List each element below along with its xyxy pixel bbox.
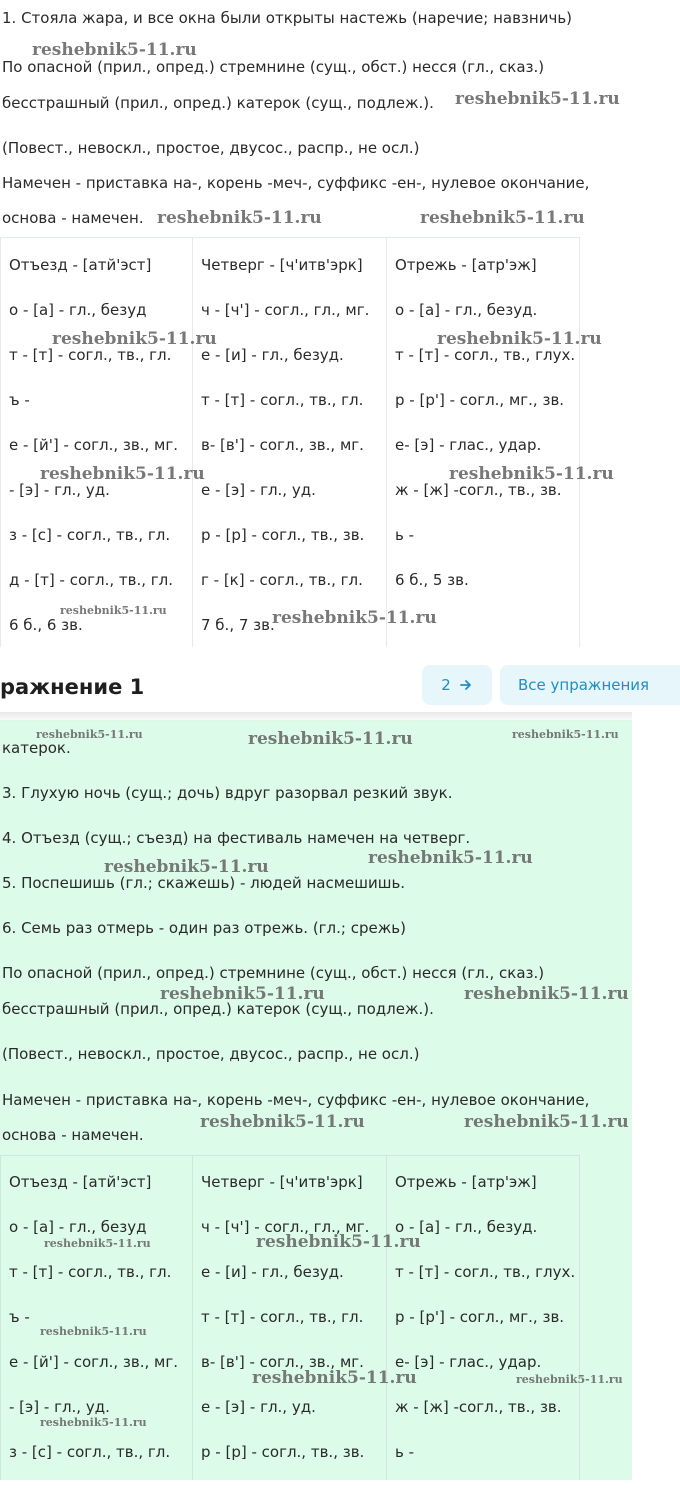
- table-cell: т - [т] - согл., тв., гл.: [201, 391, 364, 409]
- text-line: Намечен - приставка на-, корень -меч-, суффикс -ен-, нулевое окончание,: [2, 174, 590, 192]
- text-line: основа - намечен.: [2, 209, 144, 227]
- watermark: reshebnik5-11.ru: [464, 984, 629, 1004]
- arrow-right-icon: [459, 678, 473, 692]
- next-exercise-button[interactable]: [422, 665, 492, 705]
- watermark: reshebnik5-11.ru: [256, 1232, 421, 1252]
- watermark: reshebnik5-11.ru: [512, 728, 619, 741]
- table-cell: в- [в'] - согл., зв., мг.: [201, 1353, 364, 1371]
- table-cell: ь -: [395, 526, 415, 544]
- watermark: reshebnik5-11.ru: [104, 857, 269, 877]
- table-column-chetverg: [193, 1156, 387, 1480]
- table-cell: 6 б., 5 зв.: [395, 571, 469, 589]
- table-cell: е - [й'] - согл., зв., мг.: [9, 436, 178, 454]
- table-cell: ъ -: [9, 1308, 30, 1326]
- watermark: reshebnik5-11.ru: [52, 329, 217, 349]
- table-cell: - [э] - гл., уд.: [9, 481, 110, 499]
- table-cell: р - [р] - согл., тв., зв.: [201, 1443, 365, 1461]
- watermark: reshebnik5-11.ru: [40, 1325, 147, 1338]
- text-line: (Повест., невоскл., простое, двусос., распр., не осл.): [2, 1045, 420, 1063]
- table-cell: е- [э] - глас., удар.: [395, 436, 542, 454]
- table-cell: з - [с] - согл., тв., гл.: [9, 526, 171, 544]
- watermark: reshebnik5-11.ru: [464, 1112, 629, 1132]
- table-header-cell: Отъезд - [атй'эст]: [9, 1173, 152, 1191]
- table-cell: в- [в'] - согл., зв., мг.: [201, 436, 364, 454]
- text-line: бесстрашный (прил., опред.) катерок (сущ., подлеж.).: [2, 1000, 434, 1018]
- text-line: По опасной (прил., опред.) стремнине (сущ., обст.) несся (гл., сказ.): [2, 58, 545, 76]
- phonetic-table: [0, 237, 580, 647]
- text-line: По опасной (прил., опред.) стремнине (сущ., обст.) несся (гл., сказ.): [2, 964, 545, 982]
- watermark: reshebnik5-11.ru: [36, 728, 143, 741]
- table-cell: о - [а] - гл., безуд.: [395, 301, 538, 319]
- watermark: reshebnik5-11.ru: [32, 40, 197, 60]
- phonetic-table-repeat: [0, 1155, 580, 1480]
- watermark: reshebnik5-11.ru: [449, 464, 614, 484]
- table-cell: р - [р'] - согл., мг., зв.: [395, 1308, 565, 1326]
- text-line: основа - намечен.: [2, 1126, 144, 1144]
- exercise-title: ражнение 1: [0, 675, 145, 699]
- text-line: 5. Поспешишь (гл.; скажешь) - людей насмешишь.: [2, 874, 406, 892]
- table-cell: 6 б., 6 зв.: [9, 616, 83, 634]
- watermark: reshebnik5-11.ru: [516, 1373, 623, 1386]
- table-cell: ъ -: [9, 391, 30, 409]
- table-column-chetverg: [193, 238, 387, 647]
- watermark: reshebnik5-11.ru: [248, 729, 413, 749]
- table-cell: т - [т] - согл., тв., глух.: [395, 346, 576, 364]
- table-cell: ь -: [395, 1443, 415, 1461]
- text-line: бесстрашный (прил., опред.) катерок (сущ., подлеж.).: [2, 94, 434, 112]
- table-cell: т - [т] - согл., тв., гл.: [9, 346, 172, 364]
- text-line: 6. Семь раз отмерь - один раз отрежь. (гл.; срежь): [2, 919, 406, 937]
- watermark: reshebnik5-11.ru: [40, 1416, 147, 1429]
- table-header-cell: Четверг - [ч'итв'эрк]: [201, 1173, 363, 1191]
- watermark: reshebnik5-11.ru: [200, 1112, 365, 1132]
- header-shadow: [0, 712, 632, 722]
- table-cell: ж - [ж] -согл., тв., зв.: [395, 1398, 562, 1416]
- table-cell: е - [и] - гл., безуд.: [201, 1263, 344, 1281]
- table-column-otezd: [0, 238, 193, 647]
- table-header-cell: Отрежь - [атр'эж]: [395, 256, 537, 274]
- text-line: Намечен - приставка на-, корень -меч-, суффикс -ен-, нулевое окончание,: [2, 1091, 590, 1109]
- table-cell: е - [э] - гл., уд.: [201, 1398, 316, 1416]
- text-line: 1. Стояла жара, и все окна были открыты настежь (наречие; навзничь): [2, 9, 573, 27]
- watermark: reshebnik5-11.ru: [40, 464, 205, 484]
- table-cell: 7 б., 7 зв.: [201, 616, 275, 634]
- watermark: reshebnik5-11.ru: [157, 208, 322, 228]
- table-column-otrezh: [387, 238, 580, 647]
- watermark: reshebnik5-11.ru: [44, 1237, 151, 1250]
- table-cell: р - [р'] - согл., мг., зв.: [395, 391, 565, 409]
- watermark: reshebnik5-11.ru: [252, 1368, 417, 1388]
- next-exercise-label: 2: [441, 676, 451, 694]
- table-cell: з - [с] - согл., тв., гл.: [9, 1443, 171, 1461]
- table-header-cell: Отъезд - [атй'эст]: [9, 256, 152, 274]
- text-line: катерок.: [2, 739, 71, 757]
- table-cell: р - [р] - согл., тв., зв.: [201, 526, 365, 544]
- table-cell: т - [т] - согл., тв., глух.: [395, 1263, 576, 1281]
- table-cell: е - [э] - гл., уд.: [201, 481, 316, 499]
- watermark: reshebnik5-11.ru: [60, 604, 167, 617]
- text-line: 4. Отъезд (сущ.; съезд) на фестиваль намечен на четверг.: [2, 829, 471, 847]
- table-cell: ч - [ч'] - согл., гл., мг.: [201, 1218, 370, 1236]
- table-cell: ч - [ч'] - согл., гл., мг.: [201, 301, 370, 319]
- table-column-otrezh: [387, 1156, 580, 1480]
- table-cell: е - [и] - гл., безуд.: [201, 346, 344, 364]
- table-cell: о - [а] - гл., безуд: [9, 1218, 147, 1236]
- table-cell: о - [а] - гл., безуд.: [395, 1218, 538, 1236]
- table-header-cell: Отрежь - [атр'эж]: [395, 1173, 537, 1191]
- watermark: reshebnik5-11.ru: [420, 208, 585, 228]
- table-cell: т - [т] - согл., тв., гл.: [9, 1263, 172, 1281]
- watermark: reshebnik5-11.ru: [272, 608, 437, 628]
- table-cell: д - [т] - согл., тв., гл.: [9, 571, 174, 589]
- all-exercises-button[interactable]: Все упражнения: [500, 665, 680, 705]
- table-cell: т - [т] - согл., тв., гл.: [201, 1308, 364, 1326]
- table-cell: е - [й'] - согл., зв., мг.: [9, 1353, 178, 1371]
- table-cell: ж - [ж] -согл., тв., зв.: [395, 481, 562, 499]
- watermark: reshebnik5-11.ru: [437, 329, 602, 349]
- table-cell: г - [к] - согл., тв., гл.: [201, 571, 363, 589]
- table-header-cell: Четверг - [ч'итв'эрк]: [201, 256, 363, 274]
- table-cell: - [э] - гл., уд.: [9, 1398, 110, 1416]
- watermark: reshebnik5-11.ru: [160, 984, 325, 1004]
- watermark: reshebnik5-11.ru: [368, 848, 533, 868]
- table-column-otezd: [0, 1156, 193, 1480]
- watermark: reshebnik5-11.ru: [455, 89, 620, 109]
- text-line: (Повест., невоскл., простое, двусос., распр., не осл.): [2, 139, 420, 157]
- text-line: 3. Глухую ночь (сущ.; дочь) вдруг разорвал резкий звук.: [2, 784, 453, 802]
- table-cell: о - [а] - гл., безуд: [9, 301, 147, 319]
- table-cell: е- [э] - глас., удар.: [395, 1353, 542, 1371]
